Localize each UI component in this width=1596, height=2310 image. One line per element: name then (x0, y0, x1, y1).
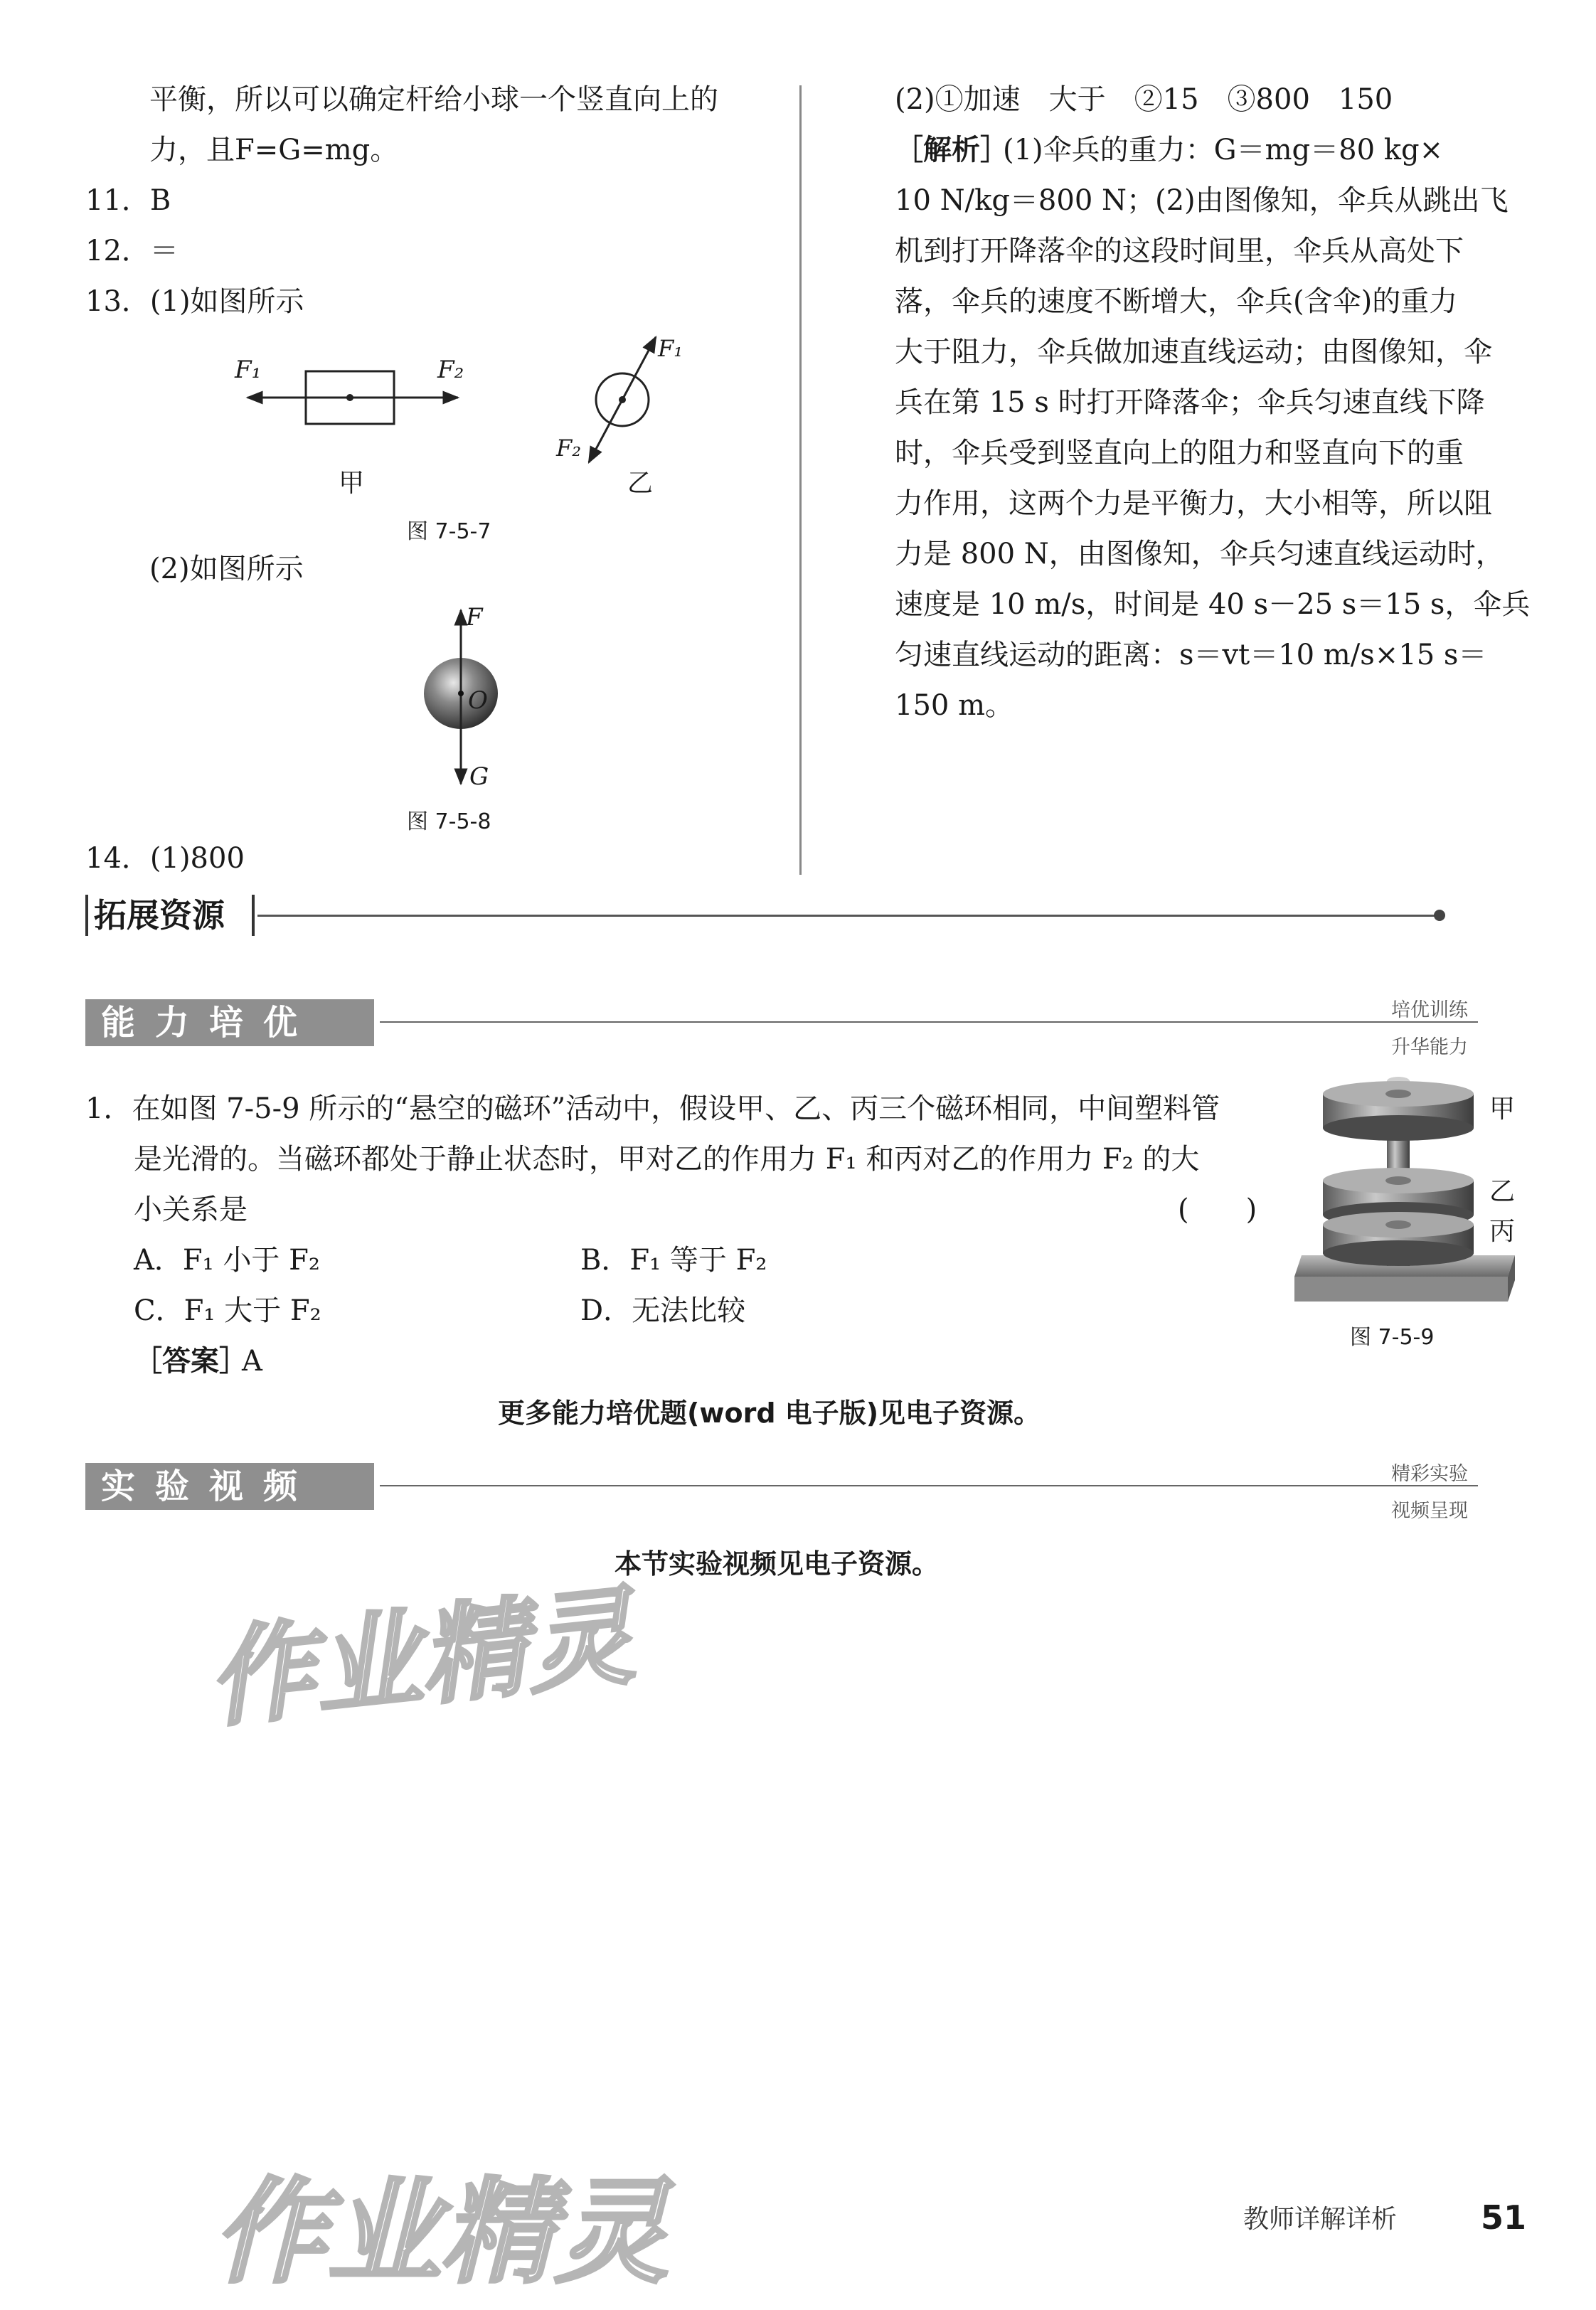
label-f1: F₁ (235, 356, 262, 384)
section-tag-2: 视频呈现 (1391, 1500, 1468, 1522)
apple-center-dot (458, 691, 464, 696)
section-tag-1: 培优训练 (1391, 999, 1468, 1021)
answer-tag: ［答案］ (134, 1345, 248, 1378)
section-title-extend: 拓展资源 (94, 896, 225, 935)
label-yi: 乙 (627, 469, 654, 498)
option-d: D．无法比较 (580, 1294, 746, 1327)
base-front (1294, 1277, 1508, 1302)
section-title-ability: 能力培优 (85, 999, 371, 1046)
answer-14-2: (2)①加速 大于 ②15 ③800 150 (895, 83, 1393, 116)
section-tab-video (364, 1463, 374, 1510)
analysis-line: 时，伞兵受到竖直向上的阻力和竖直向下的重 (895, 437, 1464, 469)
ring-jia-bottom (1323, 1115, 1474, 1141)
option-c: C．F₁ 大于 F₂ (134, 1294, 321, 1327)
analysis-line: 150 m。 (895, 689, 1014, 722)
section-bar-right (252, 895, 255, 936)
analysis-line: 匀速直线运动的距离：s＝vt＝10 m/s×15 s＝ (895, 639, 1487, 671)
ring-yi-hole (1385, 1176, 1411, 1185)
label-f1-yi: F₁ (658, 335, 683, 362)
label-f2: F₂ (437, 356, 464, 384)
analysis-line: 兵在第 15 s 时打开降落伞；伞兵匀速直线下降 (895, 386, 1485, 419)
section-rule-ability (380, 1021, 1478, 1023)
section-rule-extend (257, 915, 1438, 917)
label-f2-yi: F₂ (556, 435, 582, 462)
caption-7-5-7: 图 7-5-7 (407, 519, 491, 544)
option-a: A．F₁ 小于 F₂ (134, 1244, 320, 1277)
figure-7-5-8 (398, 597, 526, 797)
answer-13-2: (2)如图所示 (149, 553, 304, 585)
section-tab-ability (364, 999, 374, 1046)
analysis-tag: ［解析］ (895, 134, 1009, 166)
label-f: F (466, 603, 483, 632)
label-ring-bing: 丙 (1489, 1217, 1516, 1246)
analysis-line: 力是 800 N，由图像知，伞兵匀速直线运动时， (895, 538, 1504, 570)
video-resources-text: 本节实验视频见电子资源。 (615, 1548, 940, 1580)
section-bar-left (85, 895, 88, 936)
section-tag-1: 精彩实验 (1391, 1463, 1468, 1485)
ring-jia-hole (1385, 1090, 1411, 1098)
ring-bing-bottom (1323, 1240, 1474, 1266)
answer-value: A (242, 1345, 262, 1378)
footer-label: 教师详解详析 (1243, 2205, 1398, 2234)
section-rule-dot (1434, 910, 1445, 921)
force-arrow-f1-yi (622, 337, 656, 400)
answer-14-1: 14．(1)800 (85, 842, 245, 875)
caption-7-5-8: 图 7-5-8 (407, 809, 491, 834)
analysis-line: 10 N/kg＝800 N；(2)由图像知，伞兵从跳出飞 (895, 184, 1509, 217)
watermark-top: 作业精灵 (202, 1575, 639, 1742)
ring-bing-hole (1385, 1220, 1411, 1229)
section-rule-video (380, 1485, 1478, 1486)
label-ring-jia: 甲 (1489, 1095, 1516, 1124)
section-tag-2: 升华能力 (1391, 1036, 1468, 1058)
label-g: G (469, 762, 489, 791)
analysis-line: 大于阻力，伞兵做加速直线运动；由图像知，伞 (895, 336, 1492, 368)
force-arrow-f2-yi (589, 400, 622, 462)
section-title-video: 实验视频 (85, 1463, 371, 1510)
analysis-line: 力作用，这两个力是平衡力，大小相等，所以阻 (895, 487, 1492, 520)
left-line-1: 平衡，所以可以确定杆给小球一个竖直向上的 (149, 83, 718, 116)
more-resources-text: 更多能力培优题(word 电子版)见电子资源。 (498, 1398, 1041, 1429)
answer-12: 12．＝ (85, 235, 179, 267)
question-1-line-1: 1．在如图 7-5-9 所示的“悬空的磁环”活动中，假设甲、乙、丙三个磁环相同，中间塑料管 (85, 1092, 1220, 1125)
figure-7-5-9 (1294, 1074, 1522, 1309)
answer-13-1: 13．(1)如图所示 (85, 285, 304, 318)
analysis-line: 落，伞兵的速度不断增大，伞兵(含伞)的重力 (895, 285, 1458, 318)
question-1-line-2: 是光滑的。当磁环都处于静止状态时，甲对乙的作用力 F₁ 和丙对乙的作用力 F₂ 的大 (134, 1143, 1200, 1176)
analysis-line: 速度是 10 m/s，时间是 40 s－25 s＝15 s，伞兵 (895, 588, 1531, 621)
label-ring-yi: 乙 (1489, 1177, 1516, 1206)
column-divider (799, 85, 802, 875)
page-number: 51 (1481, 2198, 1527, 2237)
label-jia: 甲 (339, 469, 365, 498)
watermark-bottom: 作业精灵 (213, 2166, 669, 2299)
analysis-line: (1)伞兵的重力：G＝mg＝80 kg× (1003, 134, 1444, 166)
left-line-2: 力，且F=G=mg。 (149, 134, 399, 166)
question-1-line-3: 小关系是 (134, 1193, 248, 1226)
caption-7-5-9: 图 7-5-9 (1350, 1325, 1435, 1350)
analysis-line: 机到打开降落伞的这段时间里，伞兵从高处下 (895, 235, 1464, 267)
answer-11: 11．B (85, 184, 171, 217)
label-o: O (468, 686, 488, 715)
answer-blank: ( ) (1178, 1193, 1257, 1226)
option-b: B．F₁ 等于 F₂ (580, 1244, 767, 1277)
